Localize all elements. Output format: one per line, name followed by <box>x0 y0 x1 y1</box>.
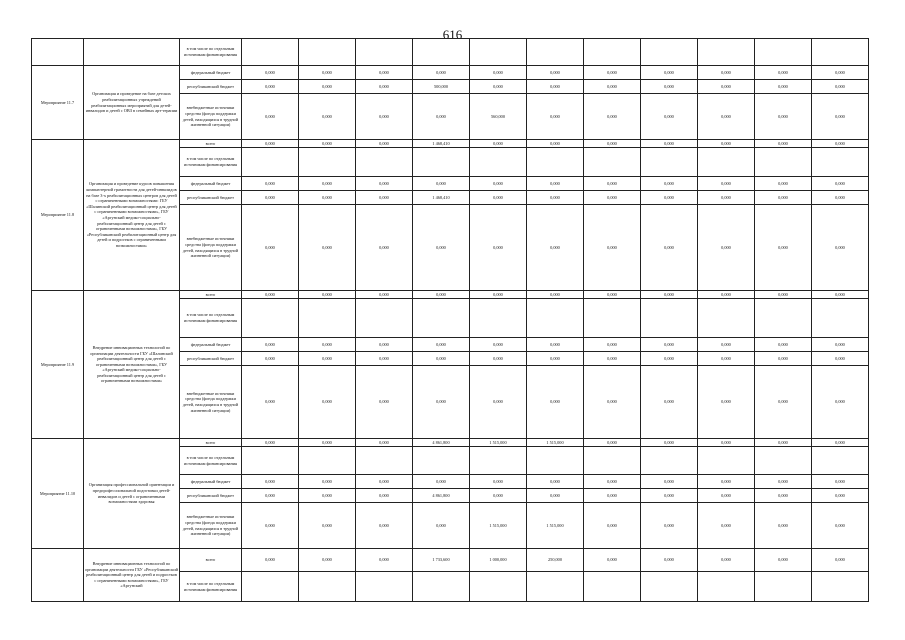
amount-cell: 0,000 <box>242 205 299 291</box>
amount-cell: 0,000 <box>641 503 698 549</box>
amount-cell: 0,000 <box>242 66 299 80</box>
funding-source-cell: в том числе по отдельным источникам финансирования <box>180 39 242 66</box>
amount-cell <box>527 447 584 475</box>
amount-cell: 0,000 <box>584 549 641 572</box>
amount-cell <box>698 572 755 602</box>
funding-source-cell: внебюджетные источники средства (фонда поддержки детей, находящихся в трудной жизненной ситуации) <box>180 94 242 140</box>
amount-cell: 0,000 <box>413 338 470 352</box>
funding-source-cell: федеральный бюджет <box>180 338 242 352</box>
amount-cell: 0,000 <box>470 80 527 94</box>
amount-cell: 0,000 <box>584 191 641 205</box>
amount-cell: 0,000 <box>299 352 356 366</box>
amount-cell <box>299 39 356 66</box>
measure-name-cell: Мероприятие 11.8 <box>32 140 84 291</box>
measure-description-cell: Внедрение инновационных технологий по организации деятельности ГБУ «Шалинский реабилитационный центр для детей с ограниченными возможностями», ГБУ «Аргунский медико-социально-реабилитационный центр для детей с ограниченными возможностями» <box>84 291 180 439</box>
amount-cell: 0,000 <box>812 366 869 439</box>
measure-description-cell: Организация профессиональной ориентации и предпрофессиональной подготовки детей-инвалидов и детей с ограниченными возможностями здоровья <box>84 439 180 549</box>
amount-cell: 0,000 <box>584 291 641 299</box>
amount-cell: 0,000 <box>812 549 869 572</box>
amount-cell: 0,000 <box>242 291 299 299</box>
funding-source-cell: республиканский бюджет <box>180 489 242 503</box>
amount-cell: 0,000 <box>584 475 641 489</box>
funding-source-cell: в том числе по отдельным источникам финансирования <box>180 572 242 602</box>
amount-cell: 0,000 <box>413 177 470 191</box>
amount-cell: 0,000 <box>641 475 698 489</box>
amount-cell: 0,000 <box>755 503 812 549</box>
amount-cell: 0,000 <box>584 80 641 94</box>
amount-cell <box>413 572 470 602</box>
amount-cell <box>527 148 584 177</box>
amount-cell <box>470 299 527 338</box>
amount-cell <box>413 148 470 177</box>
budget-table <box>31 38 869 602</box>
amount-cell: 0,000 <box>356 475 413 489</box>
amount-cell: 0,000 <box>698 366 755 439</box>
amount-cell <box>470 39 527 66</box>
amount-cell: 0,000 <box>755 489 812 503</box>
funding-source-cell: всего <box>180 549 242 572</box>
amount-cell: 0,000 <box>755 439 812 447</box>
amount-cell: 0,000 <box>698 291 755 299</box>
amount-cell <box>584 148 641 177</box>
amount-cell: 0,000 <box>470 338 527 352</box>
amount-cell: 0,000 <box>755 352 812 366</box>
amount-cell <box>413 39 470 66</box>
amount-cell: 4 861,800 <box>413 489 470 503</box>
amount-cell <box>413 447 470 475</box>
amount-cell: 1 468,410 <box>413 140 470 148</box>
amount-cell <box>584 447 641 475</box>
amount-cell: 0,000 <box>299 338 356 352</box>
amount-cell: 1 515,000 <box>527 503 584 549</box>
amount-cell: 0,000 <box>299 291 356 299</box>
amount-cell: 0,000 <box>413 205 470 291</box>
amount-cell: 0,000 <box>755 140 812 148</box>
amount-cell: 0,000 <box>812 291 869 299</box>
amount-cell: 0,000 <box>299 94 356 140</box>
amount-cell: 250,000 <box>527 549 584 572</box>
amount-cell: 0,000 <box>527 140 584 148</box>
amount-cell: 0,000 <box>527 352 584 366</box>
table-row <box>32 39 869 66</box>
amount-cell: 0,000 <box>356 140 413 148</box>
amount-cell: 0,000 <box>641 66 698 80</box>
amount-cell: 0,000 <box>242 80 299 94</box>
amount-cell: 0,000 <box>242 503 299 549</box>
amount-cell <box>812 148 869 177</box>
measure-name-cell: Мероприятие 11.7 <box>32 66 84 140</box>
amount-cell <box>356 572 413 602</box>
amount-cell: 560,000 <box>470 94 527 140</box>
amount-cell: 0,000 <box>584 366 641 439</box>
table-row <box>32 439 869 447</box>
amount-cell: 1 515,000 <box>470 439 527 447</box>
amount-cell <box>356 447 413 475</box>
amount-cell <box>698 39 755 66</box>
amount-cell: 0,000 <box>812 205 869 291</box>
amount-cell: 0,000 <box>470 352 527 366</box>
amount-cell: 0,000 <box>641 366 698 439</box>
amount-cell <box>299 148 356 177</box>
amount-cell <box>527 39 584 66</box>
funding-source-cell: всего <box>180 291 242 299</box>
amount-cell: 1 000,000 <box>470 549 527 572</box>
amount-cell: 0,000 <box>698 503 755 549</box>
amount-cell: 0,000 <box>755 366 812 439</box>
funding-source-cell: республиканский бюджет <box>180 352 242 366</box>
amount-cell: 0,000 <box>812 177 869 191</box>
funding-source-cell: в том числе по отдельным источникам финансирования <box>180 299 242 338</box>
table-row <box>32 66 869 80</box>
amount-cell: 0,000 <box>356 66 413 80</box>
amount-cell <box>755 39 812 66</box>
amount-cell: 0,000 <box>698 191 755 205</box>
funding-source-cell: всего <box>180 140 242 148</box>
amount-cell: 0,000 <box>527 66 584 80</box>
amount-cell <box>356 39 413 66</box>
amount-cell: 0,000 <box>356 80 413 94</box>
amount-cell <box>641 148 698 177</box>
amount-cell: 0,000 <box>413 475 470 489</box>
amount-cell: 0,000 <box>527 475 584 489</box>
amount-cell: 0,000 <box>527 80 584 94</box>
amount-cell: 0,000 <box>641 177 698 191</box>
amount-cell: 0,000 <box>413 94 470 140</box>
amount-cell: 0,000 <box>356 94 413 140</box>
amount-cell <box>356 148 413 177</box>
amount-cell <box>299 299 356 338</box>
amount-cell <box>812 447 869 475</box>
funding-source-cell: республиканский бюджет <box>180 191 242 205</box>
amount-cell: 0,000 <box>242 140 299 148</box>
measure-description-cell: Организация и проведение курсов повышения компьютерной грамотности для детей-инвалидов на базе 3-х реабилитационных центров для детей с ограниченными возможностями: ГБУ «Шалинский реабилитационный центр для детей с ограниченными возможностями», ГБУ «Аргунский медико-социально-реабилитационный центр для детей с ограниченными возможностями», ГБУ «Республиканский реабилитационный центр для детей и подростков с ограниченными возможностями» <box>84 140 180 291</box>
funding-source-cell: федеральный бюджет <box>180 66 242 80</box>
amount-cell: 1 733,600 <box>413 549 470 572</box>
funding-source-cell: федеральный бюджет <box>180 475 242 489</box>
page-number: 616 <box>442 27 463 42</box>
amount-cell <box>641 39 698 66</box>
amount-cell <box>812 39 869 66</box>
amount-cell: 0,000 <box>413 366 470 439</box>
amount-cell: 0,000 <box>242 366 299 439</box>
amount-cell: 0,000 <box>812 338 869 352</box>
funding-source-cell: в том числе по отдельным источникам финансирования <box>180 148 242 177</box>
amount-cell: 0,000 <box>584 439 641 447</box>
amount-cell <box>698 447 755 475</box>
amount-cell: 0,000 <box>584 503 641 549</box>
amount-cell <box>242 39 299 66</box>
amount-cell: 0,000 <box>299 489 356 503</box>
amount-cell: 0,000 <box>812 80 869 94</box>
amount-cell: 0,000 <box>299 66 356 80</box>
amount-cell: 0,000 <box>356 439 413 447</box>
amount-cell: 0,000 <box>641 94 698 140</box>
amount-cell <box>413 299 470 338</box>
amount-cell: 0,000 <box>698 439 755 447</box>
amount-cell: 0,000 <box>470 140 527 148</box>
amount-cell <box>470 572 527 602</box>
amount-cell: 0,000 <box>356 205 413 291</box>
amount-cell: 0,000 <box>242 352 299 366</box>
amount-cell: 0,000 <box>527 177 584 191</box>
amount-cell <box>299 447 356 475</box>
amount-cell: 0,000 <box>242 475 299 489</box>
amount-cell: 1 515,000 <box>527 439 584 447</box>
amount-cell <box>641 447 698 475</box>
amount-cell <box>698 299 755 338</box>
amount-cell <box>755 447 812 475</box>
amount-cell: 0,000 <box>641 191 698 205</box>
measure-description-cell: Внедрение инновационных технологий по организации деятельности ГБУ «Республиканский реабилитационный центр для детей и подростков с ограниченными возможностями», ГБУ «Аргунский <box>84 549 180 602</box>
amount-cell: 0,000 <box>299 177 356 191</box>
amount-cell <box>242 148 299 177</box>
amount-cell: 0,000 <box>299 503 356 549</box>
amount-cell: 0,000 <box>755 205 812 291</box>
amount-cell: 0,000 <box>356 503 413 549</box>
budget-table-body <box>32 39 869 602</box>
measure-description-cell <box>84 39 180 66</box>
amount-cell: 0,000 <box>527 489 584 503</box>
table-row <box>32 140 869 148</box>
amount-cell: 0,000 <box>356 191 413 205</box>
funding-source-cell: федеральный бюджет <box>180 177 242 191</box>
amount-cell: 0,000 <box>641 352 698 366</box>
amount-cell: 1 515,000 <box>470 503 527 549</box>
funding-source-cell: внебюджетные источники средства (фонда поддержки детей, находящихся в трудной жизненной ситуации) <box>180 366 242 439</box>
amount-cell: 0,000 <box>812 140 869 148</box>
amount-cell: 0,000 <box>413 66 470 80</box>
amount-cell: 0,000 <box>755 80 812 94</box>
amount-cell: 0,000 <box>242 338 299 352</box>
amount-cell <box>242 447 299 475</box>
amount-cell <box>527 572 584 602</box>
amount-cell <box>242 299 299 338</box>
amount-cell: 0,000 <box>584 94 641 140</box>
amount-cell: 0,000 <box>470 291 527 299</box>
amount-cell: 0,000 <box>755 549 812 572</box>
amount-cell: 0,000 <box>812 503 869 549</box>
amount-cell: 0,000 <box>299 549 356 572</box>
amount-cell: 0,000 <box>299 475 356 489</box>
amount-cell: 0,000 <box>812 475 869 489</box>
amount-cell: 0,000 <box>356 177 413 191</box>
amount-cell: 0,000 <box>698 140 755 148</box>
amount-cell: 0,000 <box>470 205 527 291</box>
amount-cell: 0,000 <box>755 94 812 140</box>
amount-cell: 0,000 <box>812 94 869 140</box>
amount-cell: 0,000 <box>242 191 299 205</box>
funding-source-cell: внебюджетные источники средства (фонда поддержки детей, находящихся в трудной жизненной ситуации) <box>180 205 242 291</box>
measure-name-cell <box>32 39 84 66</box>
amount-cell: 0,000 <box>641 205 698 291</box>
amount-cell: 0,000 <box>470 475 527 489</box>
table-row <box>32 549 869 572</box>
amount-cell: 0,000 <box>698 66 755 80</box>
amount-cell <box>755 299 812 338</box>
measure-name-cell: Мероприятие 11.9 <box>32 291 84 439</box>
amount-cell: 0,000 <box>641 80 698 94</box>
amount-cell: 0,000 <box>698 80 755 94</box>
amount-cell: 0,000 <box>470 366 527 439</box>
amount-cell: 0,000 <box>698 489 755 503</box>
table-row <box>32 291 869 299</box>
amount-cell: 0,000 <box>527 366 584 439</box>
amount-cell: 0,000 <box>470 191 527 205</box>
amount-cell: 0,000 <box>584 338 641 352</box>
amount-cell <box>527 299 584 338</box>
amount-cell: 0,000 <box>812 439 869 447</box>
measure-name-cell <box>32 549 84 602</box>
amount-cell: 4 861,800 <box>413 439 470 447</box>
amount-cell: 0,000 <box>470 177 527 191</box>
amount-cell: 0,000 <box>755 475 812 489</box>
amount-cell: 0,000 <box>242 94 299 140</box>
amount-cell: 0,000 <box>698 549 755 572</box>
funding-source-cell: внебюджетные источники средства (фонда поддержки детей, находящихся в трудной жизненной ситуации) <box>180 503 242 549</box>
amount-cell: 0,000 <box>698 205 755 291</box>
amount-cell <box>812 572 869 602</box>
amount-cell: 0,000 <box>356 366 413 439</box>
amount-cell <box>812 299 869 338</box>
amount-cell: 0,000 <box>755 291 812 299</box>
amount-cell: 0,000 <box>584 489 641 503</box>
funding-source-cell: в том числе по отдельным источникам финансирования <box>180 447 242 475</box>
amount-cell: 0,000 <box>299 191 356 205</box>
amount-cell: 0,000 <box>242 549 299 572</box>
measure-name-cell: Мероприятие 11.10 <box>32 439 84 549</box>
amount-cell: 0,000 <box>470 489 527 503</box>
amount-cell: 0,000 <box>641 140 698 148</box>
amount-cell: 0,000 <box>698 177 755 191</box>
measure-description-cell: Организация и проведение на базе детских реабилитационных учреждений реабилитационных мероприятий для детей-инвалидов и детей с ОВЗ в семейных арт-терапии <box>84 66 180 140</box>
amount-cell <box>299 572 356 602</box>
amount-cell: 0,000 <box>584 352 641 366</box>
amount-cell: 0,000 <box>584 177 641 191</box>
amount-cell: 500,000 <box>413 80 470 94</box>
amount-cell: 0,000 <box>413 503 470 549</box>
amount-cell: 0,000 <box>242 177 299 191</box>
amount-cell: 0,000 <box>299 366 356 439</box>
amount-cell: 0,000 <box>299 439 356 447</box>
amount-cell: 0,000 <box>356 291 413 299</box>
amount-cell <box>470 148 527 177</box>
funding-source-cell: республиканский бюджет <box>180 80 242 94</box>
amount-cell: 0,000 <box>641 549 698 572</box>
amount-cell: 0,000 <box>356 489 413 503</box>
amount-cell: 0,000 <box>470 66 527 80</box>
amount-cell: 0,000 <box>413 291 470 299</box>
amount-cell: 0,000 <box>812 191 869 205</box>
amount-cell <box>470 447 527 475</box>
amount-cell <box>641 572 698 602</box>
amount-cell: 0,000 <box>698 338 755 352</box>
amount-cell: 0,000 <box>584 66 641 80</box>
amount-cell: 0,000 <box>755 338 812 352</box>
amount-cell <box>641 299 698 338</box>
amount-cell <box>755 572 812 602</box>
amount-cell <box>755 148 812 177</box>
amount-cell: 0,000 <box>698 94 755 140</box>
amount-cell: 0,000 <box>641 489 698 503</box>
amount-cell: 0,000 <box>698 352 755 366</box>
amount-cell: 0,000 <box>527 191 584 205</box>
amount-cell: 0,000 <box>242 489 299 503</box>
amount-cell: 0,000 <box>527 338 584 352</box>
amount-cell <box>698 148 755 177</box>
amount-cell: 0,000 <box>527 291 584 299</box>
amount-cell: 0,000 <box>299 80 356 94</box>
amount-cell <box>584 572 641 602</box>
amount-cell: 0,000 <box>356 549 413 572</box>
amount-cell <box>584 39 641 66</box>
amount-cell: 0,000 <box>584 140 641 148</box>
amount-cell: 0,000 <box>299 140 356 148</box>
amount-cell: 0,000 <box>356 352 413 366</box>
amount-cell: 0,000 <box>698 475 755 489</box>
amount-cell: 0,000 <box>299 205 356 291</box>
funding-source-cell: всего <box>180 439 242 447</box>
amount-cell: 0,000 <box>755 177 812 191</box>
amount-cell: 0,000 <box>584 205 641 291</box>
amount-cell <box>356 299 413 338</box>
amount-cell: 0,000 <box>641 439 698 447</box>
amount-cell: 0,000 <box>413 352 470 366</box>
amount-cell: 0,000 <box>356 338 413 352</box>
amount-cell <box>584 299 641 338</box>
amount-cell: 0,000 <box>641 338 698 352</box>
amount-cell: 1 468,410 <box>413 191 470 205</box>
amount-cell: 0,000 <box>812 66 869 80</box>
amount-cell: 0,000 <box>527 205 584 291</box>
amount-cell: 0,000 <box>755 66 812 80</box>
amount-cell <box>242 572 299 602</box>
amount-cell: 0,000 <box>242 439 299 447</box>
amount-cell: 0,000 <box>641 291 698 299</box>
amount-cell: 0,000 <box>812 489 869 503</box>
amount-cell: 0,000 <box>812 352 869 366</box>
amount-cell: 0,000 <box>527 94 584 140</box>
amount-cell: 0,000 <box>755 191 812 205</box>
